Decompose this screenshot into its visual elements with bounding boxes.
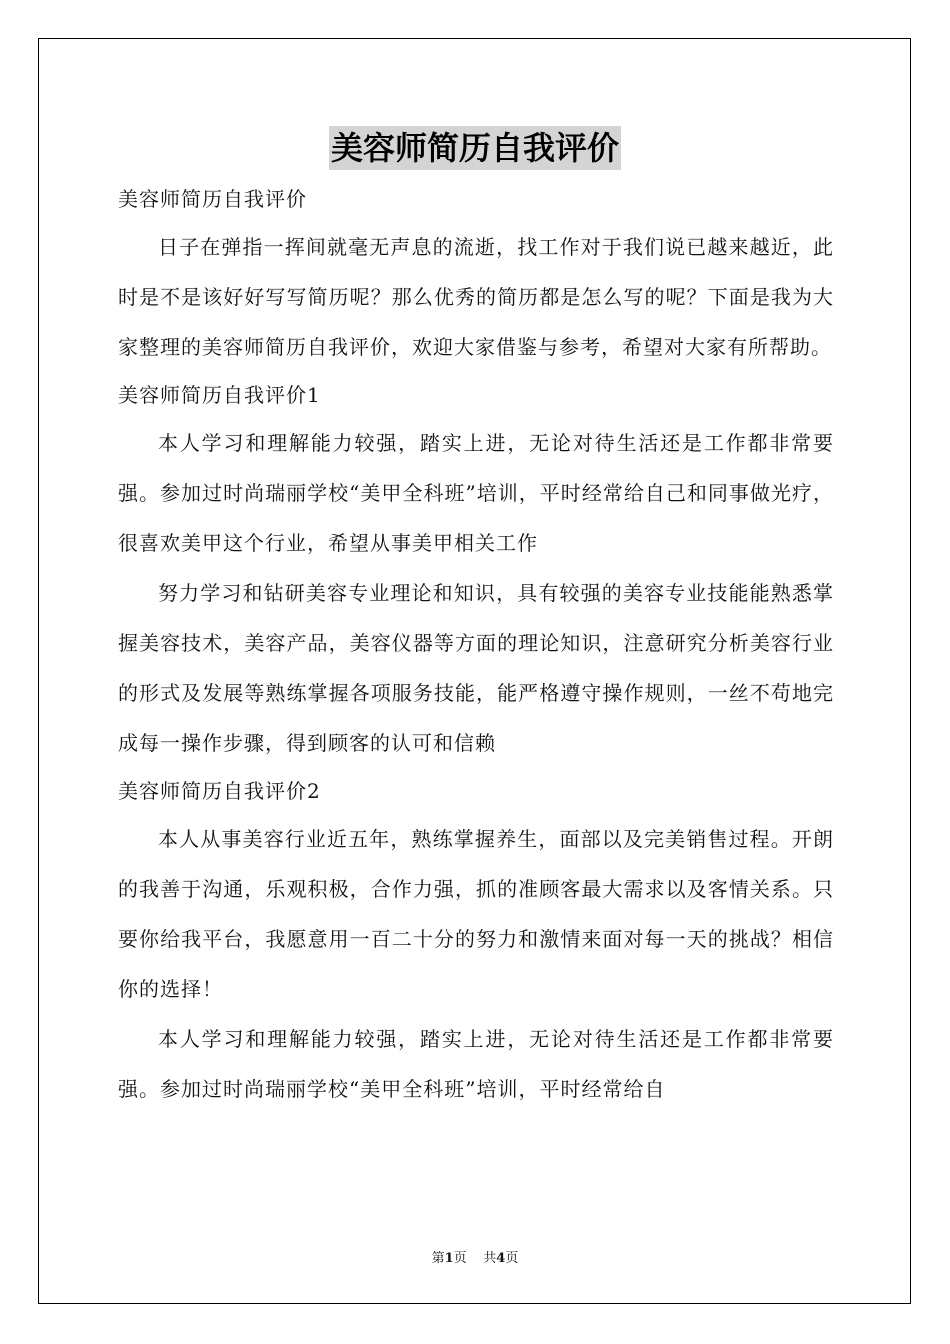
page-suffix: 页 (453, 1251, 467, 1266)
paragraph: 本人从事美容行业近五年，熟练掌握养生，面部以及完美销售过程。开朗的我善于沟通，乐观积极，合作力强，抓的准顾客最大需求以及客情关系。只要你给我平台，我愿意用一百二十分的努力和激情来面对每一天的挑战？相信你的选择！ (118, 827, 834, 1001)
title-container (0, 126, 950, 170)
total-prefix: 共 (483, 1251, 497, 1266)
page-footer (0, 1247, 950, 1266)
page-prefix: 第 (431, 1251, 445, 1266)
section-heading: 美容师简历自我评价2 (118, 779, 321, 803)
document-title: 美容师简历自我评价 (329, 126, 621, 170)
total-suffix: 页 (505, 1251, 519, 1266)
section-heading: 美容师简历自我评价1 (118, 383, 321, 407)
paragraph: 日子在弹指一挥间就毫无声息的流逝，找工作对于我们说已越来越近，此时是不是该好好写写简历呢？那么优秀的简历都是怎么写的呢？下面是我为大家整理的美容师简历自我评价，欢迎大家借鉴与参考，希望对大家有所帮助。 (118, 235, 834, 359)
page-number: 1 (444, 1251, 454, 1266)
paragraph: 本人学习和理解能力较强，踏实上进，无论对待生活还是工作都非常要强。参加过时尚瑞丽学校“美甲全科班”培训，平时经常给自 (118, 1027, 834, 1101)
paragraph: 本人学习和理解能力较强，踏实上进，无论对待生活还是工作都非常要强。参加过时尚瑞丽学校“美甲全科班”培训，平时经常给自己和同事做光疗，很喜欢美甲这个行业，希望从事美甲相关工作 (118, 431, 834, 555)
paragraph: 努力学习和钻研美容专业理论和知识，具有较强的美容专业技能能熟悉掌握美容技术，美容产品，美容仪器等方面的理论知识，注意研究分析美容行业的形式及发展等熟练掌握各项服务技能，能严格遵守操作规则，一丝不苟地完成每一操作步骤，得到顾客的认可和信赖 (118, 581, 834, 755)
total-pages: 4 (496, 1251, 506, 1266)
section-heading: 美容师简历自我评价 (118, 187, 307, 211)
document-body (118, 176, 834, 1114)
